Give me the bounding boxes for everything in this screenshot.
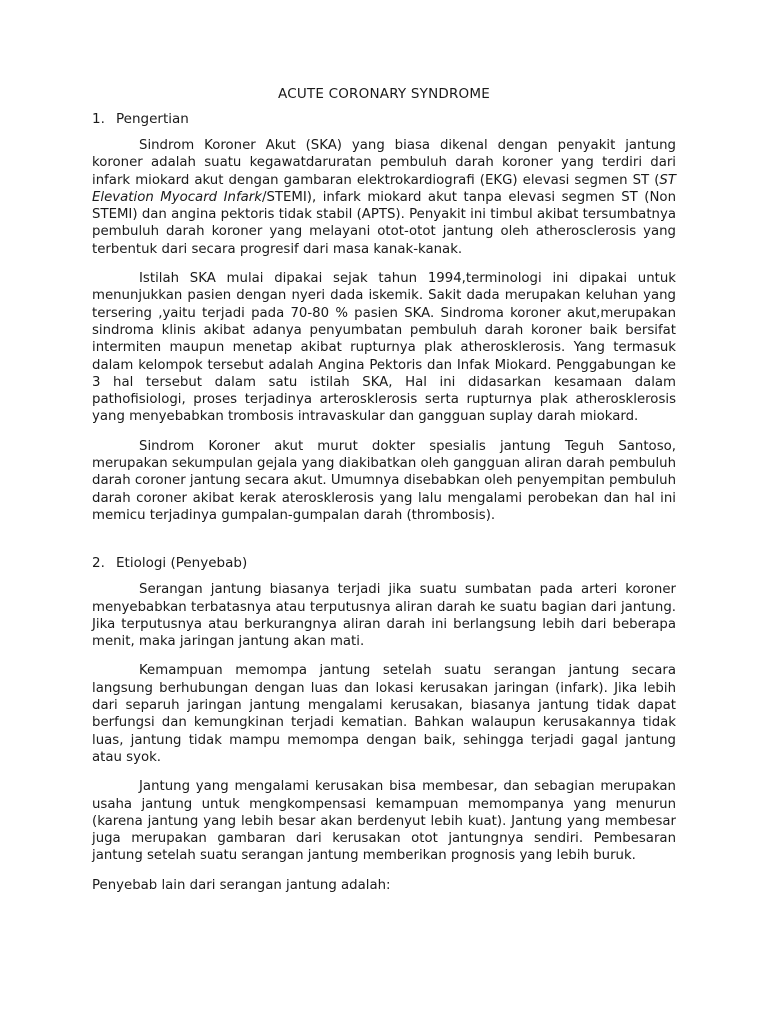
document-title: ACUTE CORONARY SYNDROME bbox=[278, 86, 490, 102]
spacer bbox=[92, 536, 676, 555]
paragraph: Istilah SKA mulai dipakai sejak tahun 1994,terminologi ini dipakai untuk menunjukkan pasien dengan nyeri dada iskemik. Sakit dada merupakan keluhan yang tersering ,yaitu terjadi pada 70-80 % pasien SKA. Sindroma koroner akut,merupakan sindroma klinis akibat adanya penyumbatan pembuluh darah koroner baik bersifat intermiten maupun menetap akibat rupturnya plak atherosklerosis. Yang termasuk dalam kelompok tersebut adalah Angina Pektoris dan Infak Miokard. Penggabungan ke 3 hal tersebut dalam satu istilah SKA, Hal ini didasarkan kesamaan dalam pathofisiologi, proses terjadinya arterosklerosis serta rupturnya plak atherosklerosis yang menyebabkan trombosis intravaskular dan gangguan suplay darah miokard. bbox=[92, 271, 676, 425]
paragraph: Serangan jantung biasanya terjadi jika suatu sumbatan pada arteri koroner menyebabkan terbatasnya atau terputusnya aliran darah ke suatu bagian dari jantung. Jika terputusnya atau berkurangnya aliran darah ini berlangsung lebih dari beberapa menit, maka jaringan jantung akan mati. bbox=[92, 582, 676, 650]
section-heading-etiologi bbox=[92, 555, 676, 571]
section-title: Pengertian bbox=[116, 111, 189, 127]
paragraph-text: /STEMI), infark miokard akut tanpa elevasi segmen ST (Non STEMI) dan angina pektoris tidak stabil (APTS). Penyakit ini timbul akibat tersumbatnya pembuluh darah koroner yang melayani otot-otot jantung oleh atherosclerosis yang terbentuk dari secara progresif dari masa kanak-kanak. bbox=[92, 189, 676, 257]
paragraph bbox=[92, 137, 676, 258]
section-heading-pengertian bbox=[92, 111, 676, 127]
italic-term: ST Elevation Myocard Infark bbox=[92, 172, 676, 205]
paragraph: Kemampuan memompa jantung setelah suatu serangan jantung secara langsung berhubungan dengan luas dan lokasi kerusakan jaringan (infark). Jika lebih dari separuh jaringan jantung mengalami kerusakan, biasanya jantung tidak dapat berfungsi dan kemungkinan terjadi kematian. Bahkan walaupun kerusakannya tidak luas, jantung tidak mampu memompa dengan baik, sehingga terjadi gagal jantung atau syok. bbox=[92, 663, 676, 765]
section-title: Etiologi (Penyebab) bbox=[116, 555, 248, 572]
paragraph-text: Sindrom Koroner Akut (SKA) yang biasa dikenal dengan penyakit jantung koroner adalah suatu kegawatdaruratan pembuluh darah koroner yang terdiri dari infark miokard akut dengan gambaran elektrokardiografi (EKG) elevasi segmen ST ( bbox=[92, 138, 676, 188]
paragraph: Penyebab lain dari serangan jantung adalah: bbox=[92, 877, 391, 893]
section-number: 2. bbox=[92, 555, 105, 572]
paragraph: Jantung yang mengalami kerusakan bisa membesar, dan sebagian merupakan usaha jantung untuk mengkompensasi kemampuan memompanya yang menurun (karena jantung yang lebih besar akan berdenyut lebih kuat). Jantung yang membesar juga merupakan gambaran dari kerusakan otot jantungnya sendiri. Pembesaran jantung setelah suatu serangan jantung memberikan prognosis yang lebih buruk. bbox=[92, 779, 676, 864]
paragraph: Sindrom Koroner akut murut dokter spesialis jantung Teguh Santoso, merupakan sekumpulan gejala yang diakibatkan oleh gangguan aliran darah pembuluh darah coroner jantung secara akut. Umumnya disebabkan oleh penyempitan pembuluh darah coroner akibat kerak aterosklerosis yang lalu mengalami perobekan dan hal ini memicu terjadinya gumpalan-gumpalan darah (thrombosis). bbox=[92, 438, 676, 523]
section-number: 1. bbox=[92, 111, 105, 127]
